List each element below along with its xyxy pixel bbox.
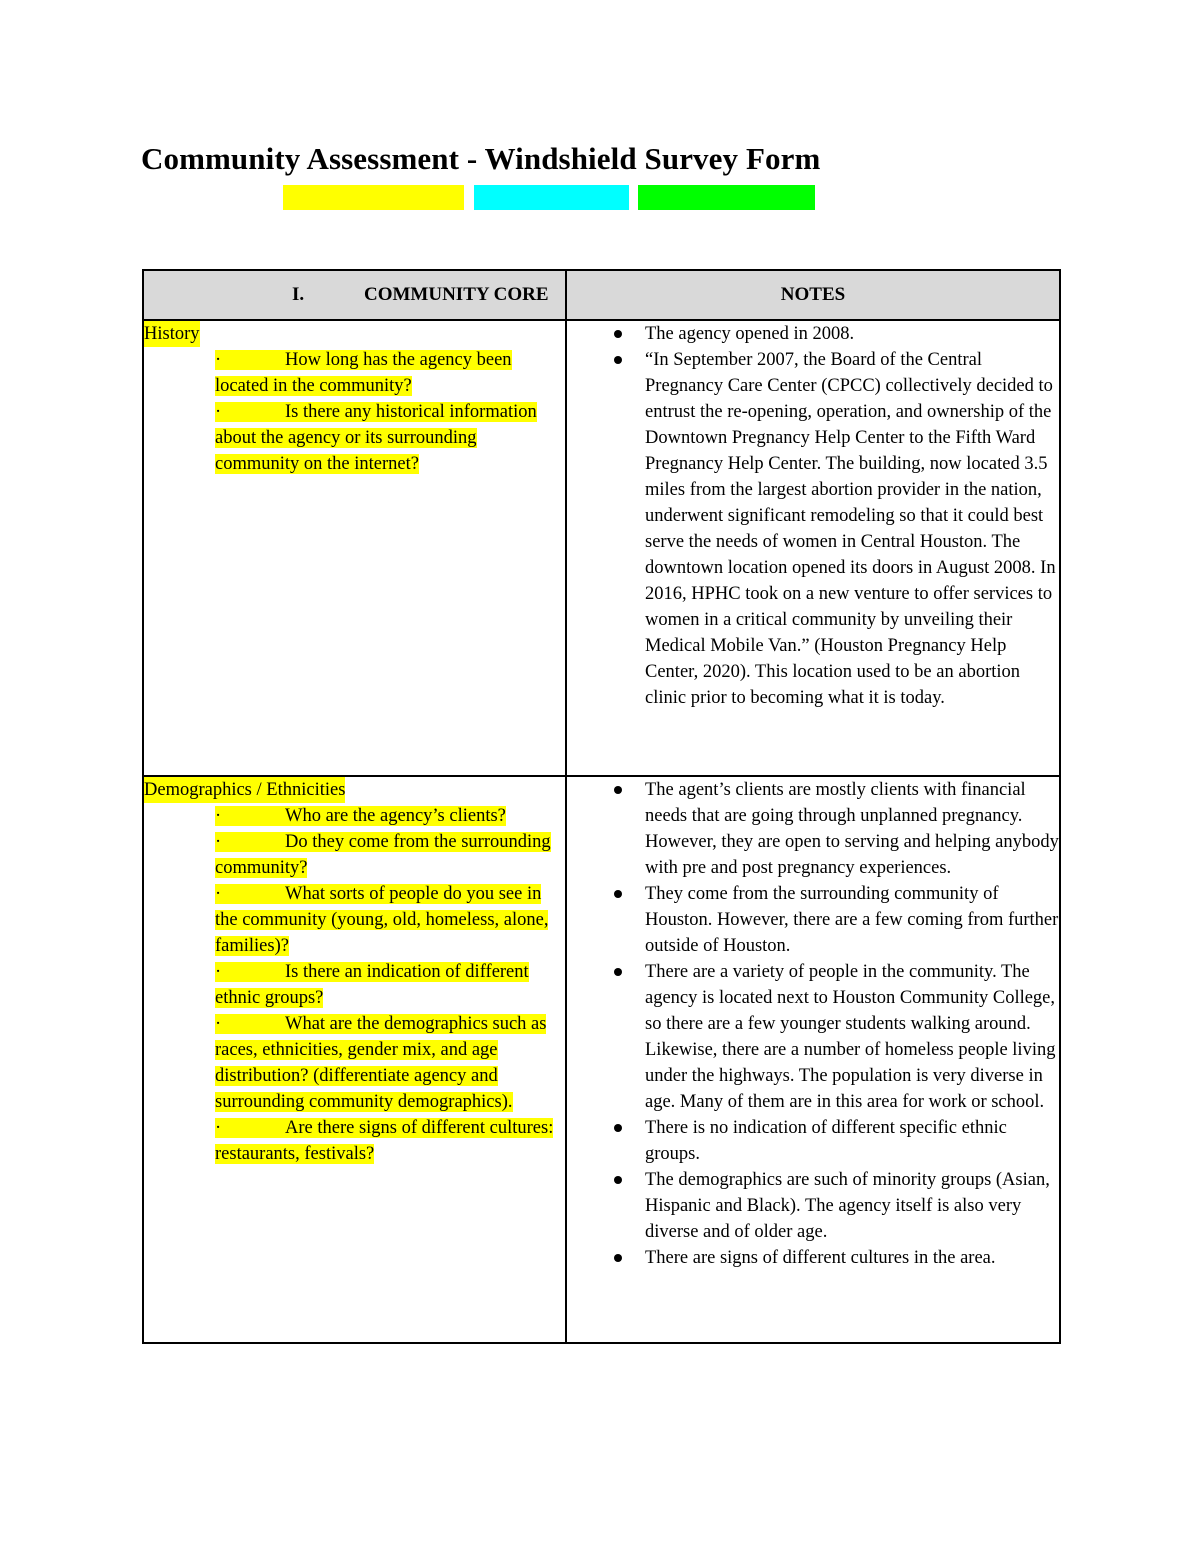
topic-title: Demographics / Ethnicities [144,777,345,803]
bullet-icon [614,890,622,898]
topic-cell-history [143,320,566,776]
note-item [645,347,1059,711]
table-header-row [143,270,1060,320]
page-title: Community Assessment - Windshield Survey Form [141,141,821,176]
note-item [645,777,1059,881]
question-item: · Is there an indication of different ethnic groups? [215,962,529,1008]
note-text: The demographics are such of minority groups (Asian, Hispanic and Black). The agency itself is also very diverse and of older age. [645,1170,1050,1242]
highlight-bar-cyan [474,185,629,210]
note-text: There are signs of different cultures in the area. [645,1248,996,1268]
notes-list [567,777,1059,1271]
note-item [645,321,1059,347]
note-item [645,1115,1059,1167]
question-text: Do they come from the surrounding community? [215,832,551,878]
question-text: Who are the agency’s clients? [285,806,506,826]
question-text: Is there an indication of different ethnic groups? [215,962,529,1008]
question-item: · Is there any historical information about the agency or its surrounding community on the internet? [215,402,537,474]
notes-cell-demographics [566,776,1060,1343]
note-text: There is no indication of different specific ethnic groups. [645,1118,1007,1164]
header-core-label: COMMUNITY CORE [364,284,549,305]
header-notes: NOTES [566,270,1060,320]
question-item: · Who are the agency’s clients? [215,806,506,826]
note-text: There are a variety of people in the community. The agency is located next to Houston Community College, so there are a few younger students walking around. Likewise, there are a number of homeless people living under the highways. The population is very diverse in age. Many of them are in this area for work or school. [645,962,1056,1112]
note-text: The agency opened in 2008. [645,324,855,344]
question-item: · How long has the agency been located in the community? [215,350,512,396]
note-text: “In September 2007, the Board of the Central Pregnancy Care Center (CPCC) collectively decided to entrust the re-opening, operation, and ownership of the Downtown Pregnancy Help Center to the Fifth Ward Pregnancy Help Center. The building, now located 3.5 miles from the largest abortion provider in the nation, underwent significant remodeling so that it could best serve the needs of women in Central Houston. The downtown location opened its doors in August 2008. In 2016, HPHC took on a new venture to offer services to women in a critical community by unveiling their Medical Mobile Van.” (Houston Pregnancy Help Center, 2020). This location used to be an abortion clinic prior to becoming what it is today. [645,350,1056,708]
note-text: The agent’s clients are mostly clients with financial needs that are going through unplanned pregnancy. However, they are open to serving and helping anybody with pre and post pregnancy experiences. [645,780,1059,878]
highlight-bar-yellow [283,185,464,210]
bullet-icon [614,1254,622,1262]
header-numeral: I. [292,284,305,305]
question-item: · What are the demographics such as races, ethnicities, gender mix, and age distribution? (differentiate agency and surrounding community demographics). [215,1014,547,1112]
topic-cell-demographics [143,776,566,1343]
table-row [143,320,1060,776]
notes-cell-history [566,320,1060,776]
highlight-bar-green [638,185,815,210]
note-text: They come from the surrounding community of Houston. However, there are a few coming from further outside of Houston. [645,884,1059,956]
note-item [645,1167,1059,1245]
table-row [143,776,1060,1343]
bullet-icon [614,786,622,794]
question-text: How long has the agency been located in the community? [215,350,512,396]
question-item: · What sorts of people do you see in the community (young, old, homeless, alone, families)? [215,884,549,956]
question-item: · Do they come from the surrounding community? [215,832,551,878]
question-item: · Are there signs of different cultures: restaurants, festivals? [215,1118,554,1164]
bullet-icon [614,1124,622,1132]
question-text: Are there signs of different cultures: restaurants, festivals? [215,1118,554,1164]
header-community-core [143,270,566,320]
bullet-icon [614,330,622,338]
bullet-icon [614,968,622,976]
note-item [645,959,1059,1115]
bullet-icon [614,1176,622,1184]
question-text: What are the demographics such as races, ethnicities, gender mix, and age distribution? (differentiate agency and surrounding community demographics). [215,1014,547,1112]
bullet-icon [614,356,622,364]
question-text: Is there any historical information about the agency or its surrounding community on the internet? [215,402,537,474]
notes-list [567,321,1059,711]
note-item [645,881,1059,959]
question-text: What sorts of people do you see in the community (young, old, homeless, alone, families)? [215,884,549,956]
topic-title: History [144,321,200,347]
survey-table [142,269,1061,1344]
note-item [645,1245,1059,1271]
